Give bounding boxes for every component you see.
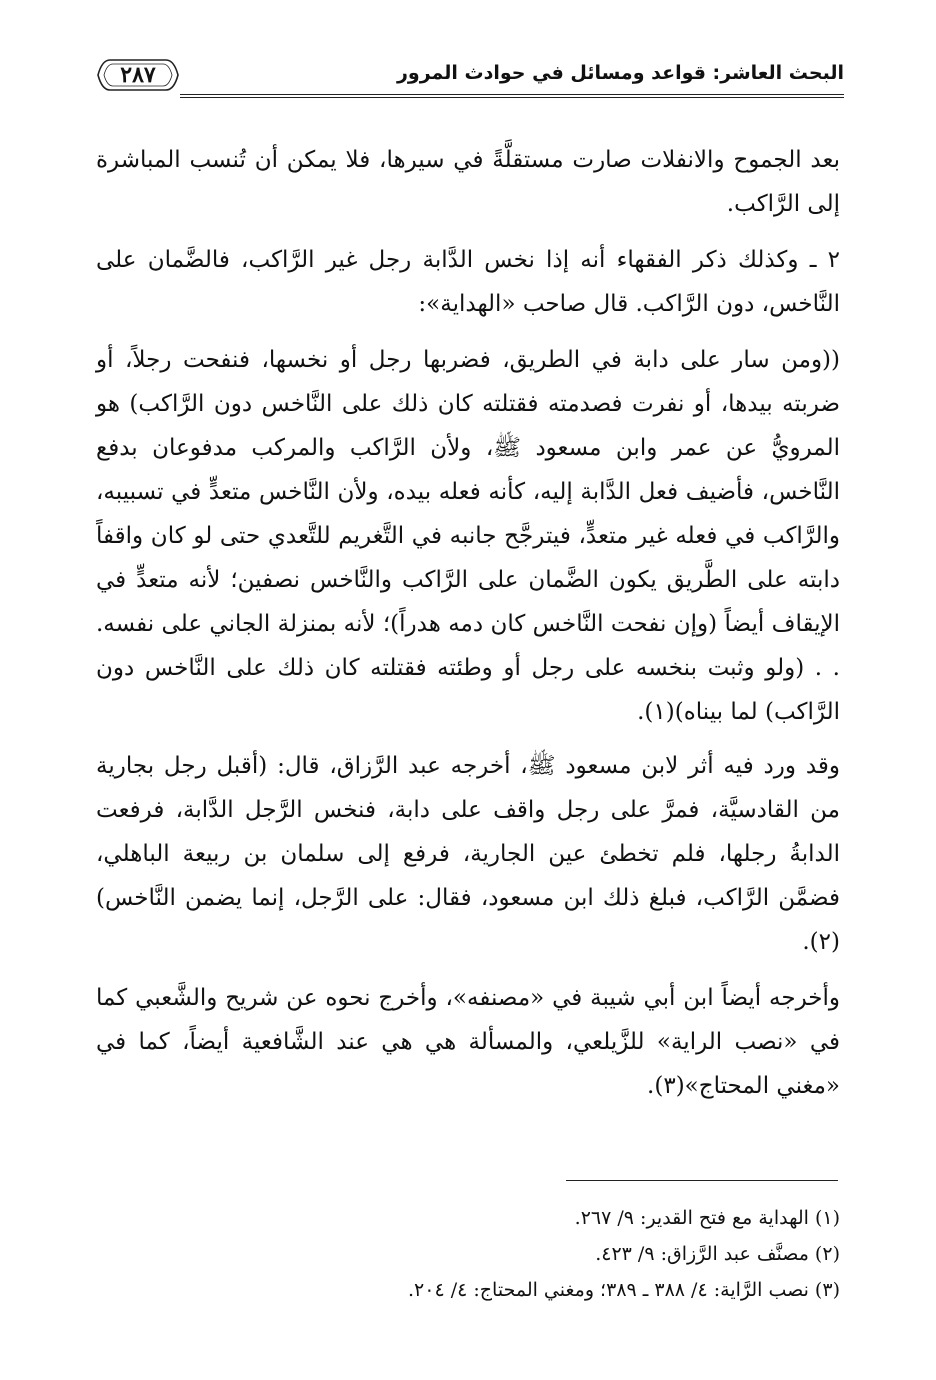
footnote: (١) الهداية مع فتح القدير: ٩/ ٢٦٧. [574, 1207, 840, 1229]
footnote: (٢) مصنَّف عبد الرَّزاق: ٩/ ٤٢٣. [595, 1243, 840, 1265]
paragraph: وقد ورد فيه أثر لابن مسعود ﷺ، أخرجه عبد الرَّزاق، قال: (أقبل رجل بجارية من القادسيَّة، فمرَّ على رجل واقف على دابة، فنخس الرَّجل الدَّابة، فرفعت الدابةُ رجلها، فلم تخطئ عين الجارية، فرفع إلى سلمان بن ربيعة الباهلي، فضمَّن الرَّاكب، فبلغ ذلك ابن مسعود، فقال: على الرَّجل، إنما يضمن النَّاخس)(٢). [96, 753, 840, 955]
paragraph: ٢ ـ وكذلك ذكر الفقهاء أنه إذا نخس الدَّابة رجل غير الرَّاكب، فالضَّمان على النَّاخس، دون الرَّاكب. قال صاحب «الهداية»: [96, 247, 840, 317]
footnotes [96, 1200, 840, 1308]
running-header [96, 50, 844, 100]
footnote: (٣) نصب الرَّاية: ٤/ ٣٨٨ ـ ٣٨٩؛ ومغني المحتاج: ٤/ ٢٠٤. [408, 1279, 840, 1301]
main-text [96, 138, 840, 1120]
paragraph: وأخرجه أيضاً ابن أبي شيبة في «مصنفه»، وأخرج نحوه عن شريح والشَّعبي كما في «نصب الراية» للزَّيلعي، والمسألة هي هي عند الشَّافعية أيضاً، كما في «مغني المحتاج»(٣). [96, 985, 840, 1099]
header-title: البحث العاشر: قواعد ومسائل في حوادث المرور [396, 62, 844, 84]
page-number: ٢٨٧ [120, 62, 156, 88]
header-rule [180, 94, 844, 98]
paragraph: بعد الجموح والانفلات صارت مستقلَّةً في سيرها، فلا يمكن أن تُنسب المباشرة إلى الرَّاكب. [96, 147, 840, 217]
footnote-separator [566, 1180, 838, 1181]
quoted-paragraph: ((ومن سار على دابة في الطريق، فضربها رجل أو نخسها، فنفحت رجلاً، أو ضربته بيدها، أو نفرت فصدمته فقتلته كان ذلك على النَّاخس دون الرَّاكب) هو المرويُّ عن عمر وابن مسعود ﷺ، ولأن الرَّاكب والمركب مدفوعان بدفع النَّاخس، فأضيف فعل الدَّابة إليه، كأنه فعله بيده، ولأن النَّاخس متعدٍّ في تسبيبه، والرَّاكب في فعله غير متعدٍّ، فيترجَّح جانبه في التَّغريم للتَّعدي حتى لو كان واقفاً دابته على الطَّريق يكون الضَّمان على الرَّاكب والنَّاخس نصفين؛ لأنه متعدٍّ في الإيقاف أيضاً (وإن نفحت النَّاخس كان دمه هدراً)؛ لأنه بمنزلة الجاني على نفسه. . . (ولو وثبت بنخسه على رجل أو وطئته فقتلته كان ذلك على النَّاخس دون الرَّاكب) لما بيناه)(١). [96, 347, 840, 725]
page-number-badge [96, 56, 180, 94]
